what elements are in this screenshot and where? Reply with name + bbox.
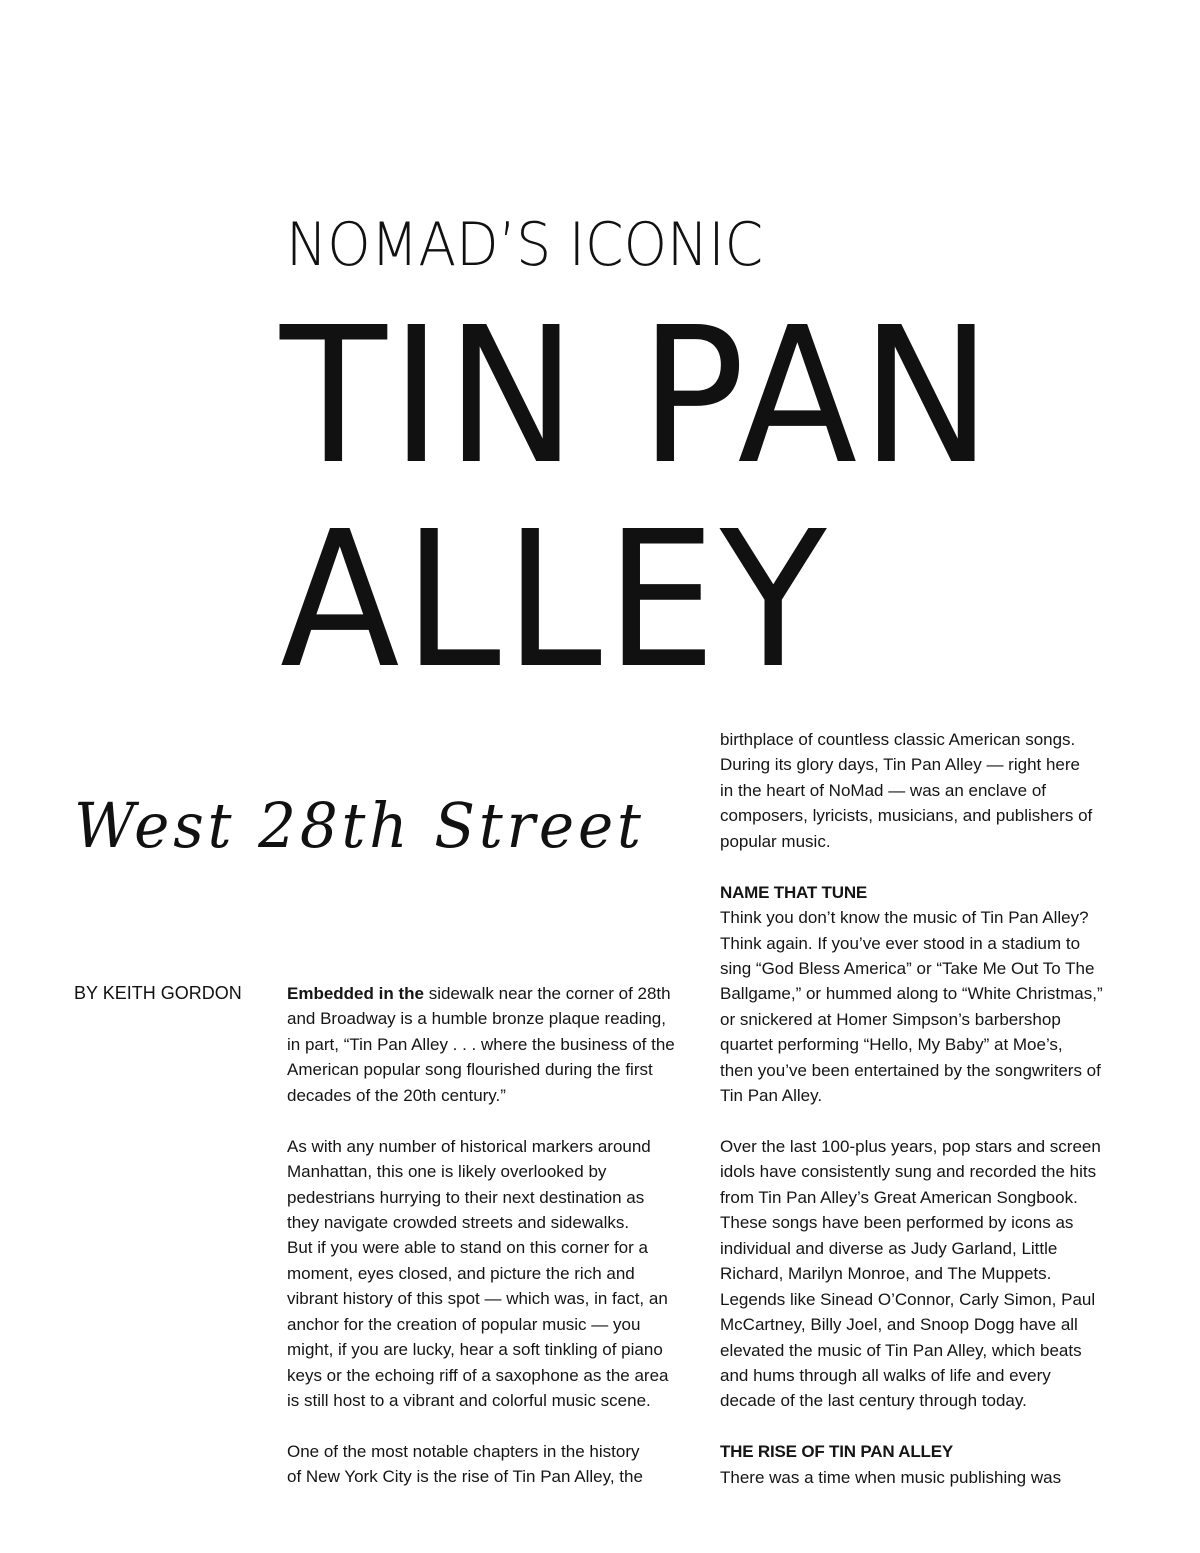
text-line: There was a time when music publishing was [720,1467,1062,1487]
text-line: is still host to a vibrant and colorful music scene. [287,1391,651,1410]
text-line: As with any number of historical markers around [287,1136,651,1156]
text-line: Ballgame,” or hummed along to “White Christmas,” [720,984,1103,1004]
text-line: then you’ve been entertained by the songwriters of [720,1060,1101,1080]
text-line: Tin Pan Alley. [720,1086,823,1106]
text-line: in the heart of NoMad — was an enclave of [720,780,1047,800]
subhead-name-that-tune: NAME THAT TUNE [720,882,868,902]
article-kicker: NOMAD’S ICONIC [286,210,764,280]
text-line: they navigate crowded streets and sidewalks. [287,1212,630,1232]
text-line: of New York City is the rise of Tin Pan Alley, the [287,1467,643,1487]
text-line: and hums through all walks of life and every [720,1365,1051,1385]
paragraph-1-first-line [287,981,707,1006]
text-line: from Tin Pan Alley’s Great American Songbook. [720,1187,1078,1207]
text-line: decades of the 20th century.” [287,1085,506,1105]
text-line: These songs have been performed by icons as [720,1213,1074,1233]
lead-in: Embedded in the [287,984,424,1003]
text-line: Manhattan, this one is likely overlooked by [287,1162,607,1182]
text-line: Richard, Marilyn Monroe, and The Muppets. [720,1264,1052,1284]
paragraph-1 [287,1006,707,1108]
location-subtitle: West 28th Street [74,789,645,862]
paragraph-7 [720,1465,1140,1490]
text-line: quartet performing “Hello, My Baby” at Moe’s, [720,1035,1063,1055]
text-line: pedestrians hurrying to their next destination as [287,1187,645,1207]
text-line: or snickered at Homer Simpson’s barbershop [720,1009,1061,1029]
text-line: One of the most notable chapters in the history [287,1441,640,1461]
text-line: American popular song flourished during the first [287,1060,653,1080]
text-line: During its glory days, Tin Pan Alley — right here [720,755,1080,775]
text-line: Think again. If you’ve ever stood in a stadium to [720,933,1081,953]
paragraph-1-first-line-rest: sidewalk near the corner of 28th [423,984,671,1003]
text-line: and Broadway is a humble bronze plaque reading, [287,1009,666,1029]
paragraph-6 [720,1134,1140,1414]
text-line: sing “God Bless America” or “Take Me Out To The [720,958,1095,978]
text-line: might, if you are lucky, hear a soft tinkling of piano [287,1340,663,1360]
text-line: anchor for the creation of popular music — you [287,1314,641,1334]
text-line: in part, “Tin Pan Alley . . . where the business of the [287,1034,675,1054]
paragraph-5 [720,905,1140,1109]
paragraph-4 [720,727,1140,854]
text-line: individual and diverse as Judy Garland, Little [720,1238,1058,1258]
text-line: birthplace of countless classic American songs. [720,730,1076,749]
headline-line-2: ALLEY [280,491,831,710]
text-line: vibrant history of this spot — which was, in fact, an [287,1289,668,1309]
text-line: composers, lyricists, musicians, and publishers of [720,806,1093,826]
byline: BY KEITH GORDON [74,983,242,1003]
subhead-rise-of-tin-pan-alley: THE RISE OF TIN PAN ALLEY [720,1442,954,1462]
text-line: elevated the music of Tin Pan Alley, which beats [720,1340,1082,1360]
text-line: Legends like Sinead O’Connor, Carly Simon, Paul [720,1289,1096,1309]
text-line: moment, eyes closed, and picture the rich and [287,1263,635,1283]
text-line: But if you were able to stand on this corner for a [287,1238,648,1258]
headline-line-1: TIN PAN [280,287,996,506]
text-line: idols have consistently sung and recorded the hits [720,1162,1097,1182]
text-line: keys or the echoing riff of a saxophone as the area [287,1365,669,1385]
paragraph-2 [287,1134,707,1414]
right-column [720,727,1140,1490]
left-column [287,981,707,1490]
text-line: decade of the last century through today. [720,1391,1027,1411]
paragraph-3 [287,1439,707,1490]
text-line: McCartney, Billy Joel, and Snoop Dogg have all [720,1315,1078,1335]
text-line: popular music. [720,831,831,851]
text-line: Think you don’t know the music of Tin Pan Alley? [720,908,1089,928]
text-line: Over the last 100-plus years, pop stars and screen [720,1137,1101,1156]
